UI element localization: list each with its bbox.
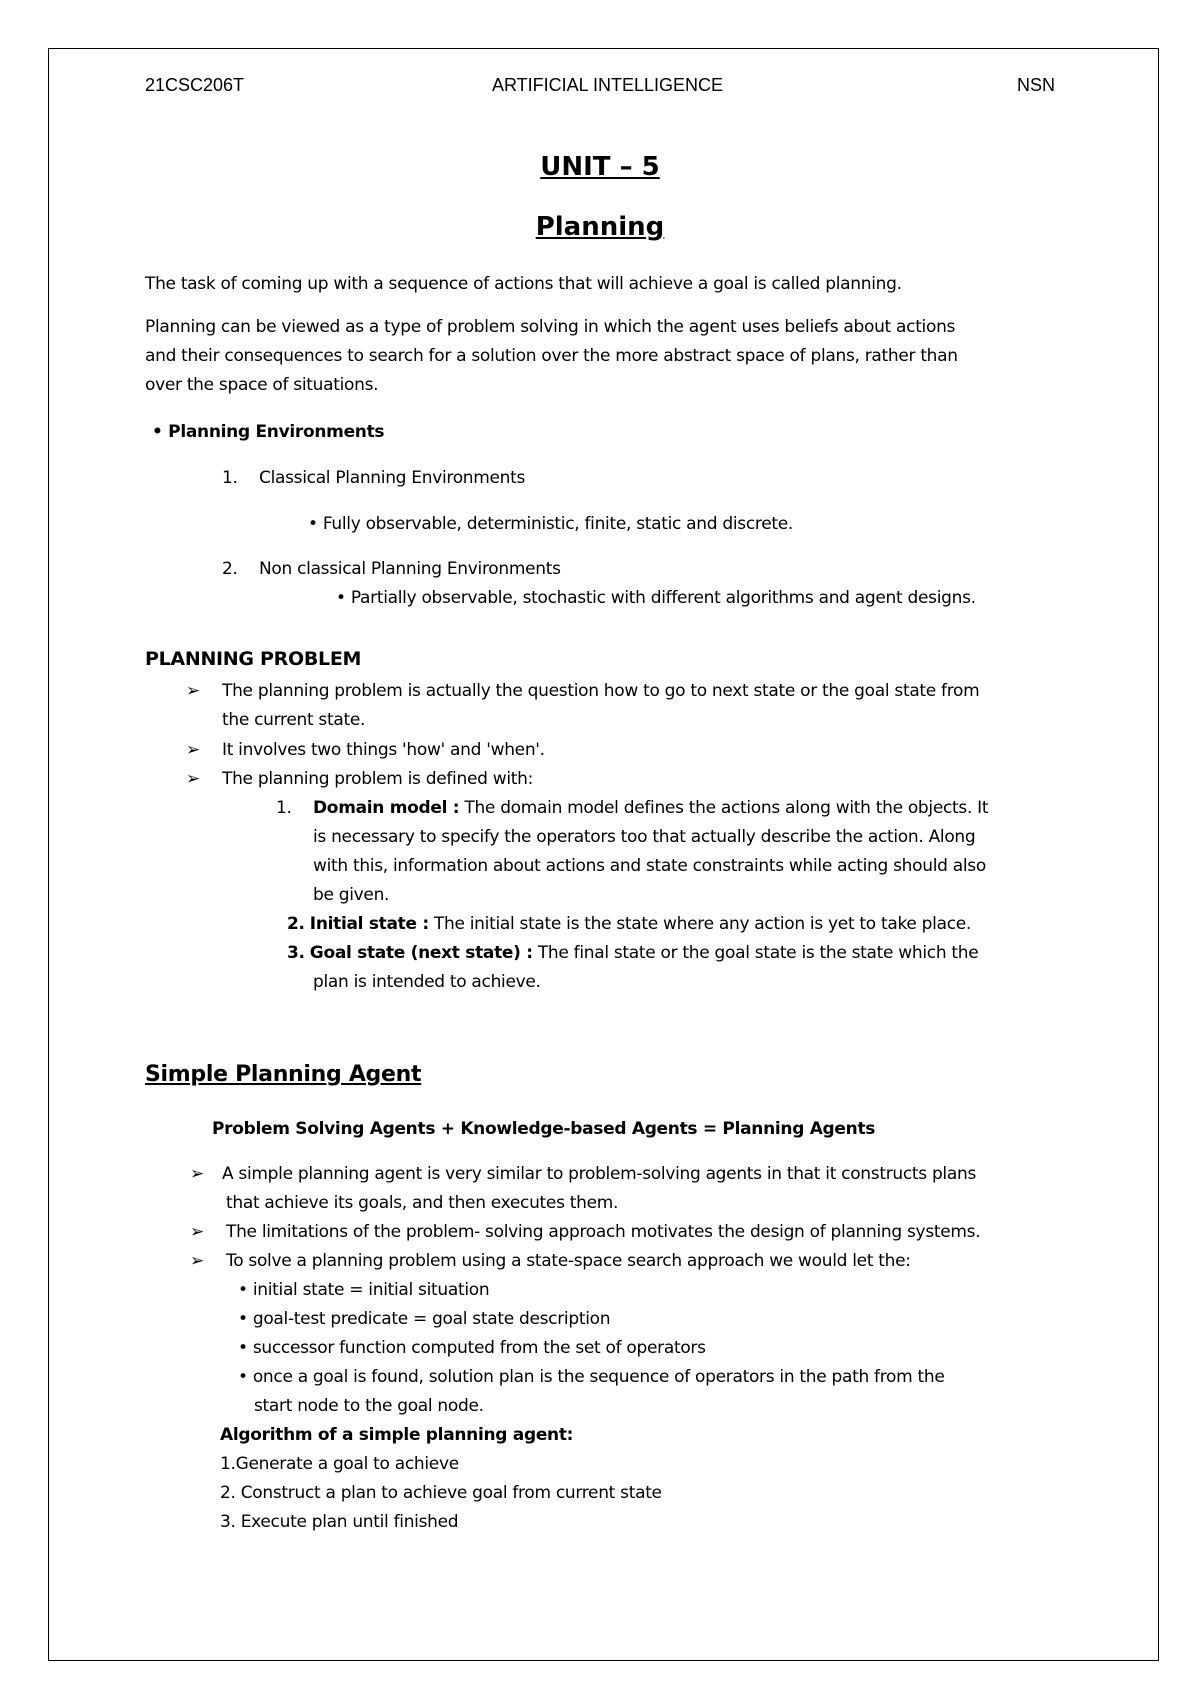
planning-agents-equation: Problem Solving Agents + Knowledge-based Agents = Planning Agents <box>212 1119 876 1139</box>
simple-agent-heading: Simple Planning Agent <box>145 1062 422 1087</box>
env-classical-detail: • Fully observable, deterministic, finite, static and discrete. <box>308 514 793 534</box>
problem-item-number: 3. <box>287 943 305 963</box>
algorithm-step: 3. Execute plan until finished <box>220 1512 459 1532</box>
arrowhead-bullet-icon: ➢ <box>186 740 200 760</box>
goal-state-text: The final state or the goal state is the state which the <box>532 943 979 963</box>
problem-item-number: 2. <box>287 914 305 934</box>
env-nonclassical-detail: • Partially observable, stochastic with different algorithms and agent designs. <box>336 588 976 608</box>
unit-title: UNIT – 5 <box>540 152 660 182</box>
initial-state-text: The initial state is the state where any action is yet to take place. <box>428 914 972 934</box>
arrowhead-bullet-icon: ➢ <box>186 681 200 701</box>
env-item-number: 1. <box>222 468 238 488</box>
arrowhead-bullet-icon: ➢ <box>190 1164 204 1184</box>
algorithm-step: 1.Generate a goal to achieve <box>220 1454 459 1474</box>
planning-problem-heading: PLANNING PROBLEM <box>145 648 362 670</box>
problem-bullet-line: the current state. <box>222 710 366 730</box>
goal-state-line <box>287 939 978 968</box>
agent-bullet-line: A simple planning agent is very similar to problem-solving agents in that it constructs plans <box>222 1164 977 1184</box>
domain-model-line: with this, information about actions and state constraints while acting should also <box>313 856 986 876</box>
arrowhead-bullet-icon: ➢ <box>186 769 200 789</box>
problem-bullet-line: The planning problem is defined with: <box>222 769 534 789</box>
domain-model-line: be given. <box>313 885 390 905</box>
environments-heading: • Planning Environments <box>152 422 385 442</box>
domain-model-text: The domain model defines the actions along with the objects. It <box>459 798 989 818</box>
header-course-code: 21CSC206T <box>145 75 245 95</box>
agent-bullet-line: The limitations of the problem- solving approach motivates the design of planning systems. <box>226 1222 981 1242</box>
state-space-item: start node to the goal node. <box>254 1396 484 1416</box>
initial-state-term: Initial state : <box>309 914 429 934</box>
intro-paragraph-line: Planning can be viewed as a type of problem solving in which the agent uses beliefs about actions <box>145 317 956 337</box>
env-item-nonclassical: Non classical Planning Environments <box>259 559 561 579</box>
arrowhead-bullet-icon: ➢ <box>190 1222 204 1242</box>
algorithm-step: 2. Construct a plan to achieve goal from current state <box>220 1483 662 1503</box>
topic-title: Planning <box>535 212 665 242</box>
env-item-number: 2. <box>222 559 238 579</box>
state-space-item: • initial state = initial situation <box>238 1280 490 1300</box>
agent-bullet-line: To solve a planning problem using a state-space search approach we would let the: <box>226 1251 911 1271</box>
problem-bullet-line: It involves two things 'how' and 'when'. <box>222 740 545 760</box>
domain-model-line: is necessary to specify the operators too that actually describe the action. Along <box>313 827 976 847</box>
arrowhead-bullet-icon: ➢ <box>190 1251 204 1271</box>
agent-bullet-line: that achieve its goals, and then executes them. <box>226 1193 619 1213</box>
intro-paragraph-line: and their consequences to search for a solution over the more abstract space of plans, rather than <box>145 346 958 366</box>
intro-paragraph-line: over the space of situations. <box>145 375 379 395</box>
state-space-item: • goal-test predicate = goal state description <box>238 1309 611 1329</box>
domain-model-line <box>313 794 988 823</box>
goal-state-term: Goal state (next state) : <box>309 943 533 963</box>
problem-item-number: 1. <box>276 798 292 818</box>
header-initials: NSN <box>1017 75 1056 95</box>
algorithm-heading: Algorithm of a simple planning agent: <box>220 1425 574 1445</box>
planning-definition: The task of coming up with a sequence of actions that will achieve a goal is called planning. <box>145 274 902 294</box>
header-course-name: ARTIFICIAL INTELLIGENCE <box>492 75 724 95</box>
problem-bullet-line: The planning problem is actually the question how to go to next state or the goal state from <box>222 681 980 701</box>
env-item-classical: Classical Planning Environments <box>259 468 526 488</box>
state-space-item: • successor function computed from the set of operators <box>238 1338 706 1358</box>
initial-state-line <box>287 910 971 939</box>
domain-model-term: Domain model : <box>313 798 460 818</box>
goal-state-line: plan is intended to achieve. <box>313 972 541 992</box>
state-space-item: • once a goal is found, solution plan is the sequence of operators in the path from the <box>238 1367 945 1387</box>
